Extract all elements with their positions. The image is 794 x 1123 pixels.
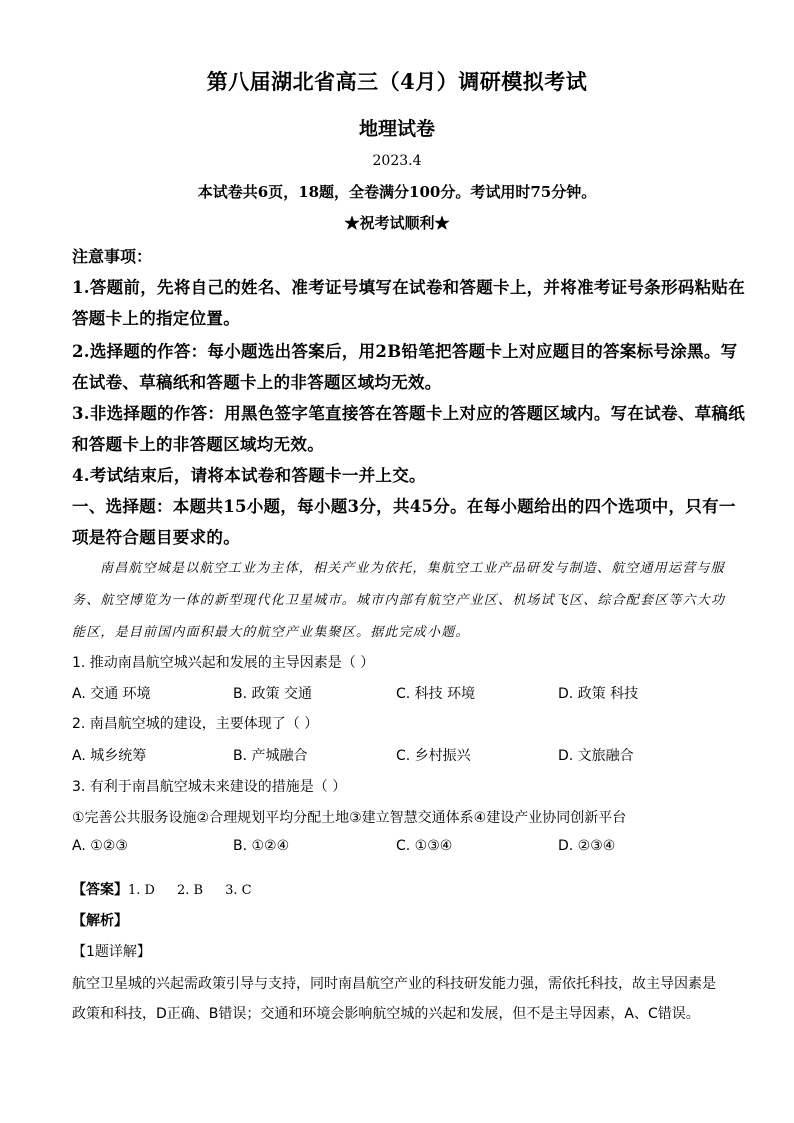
- passage-line-2: 务、航空博览为一体的新型现代化卫星城市。城市内部有航空产业区、机场试飞区、综合配套区等六大功: [72, 593, 726, 608]
- question-1-stem: 1. 推动南昌航空城兴起和发展的主导因素是（ ）: [72, 655, 375, 671]
- question-3-option-c[interactable]: C. ①③④: [396, 838, 453, 854]
- subject-title: 地理试卷: [358, 118, 435, 140]
- question-1-option-d[interactable]: D. 政策 科技: [558, 686, 639, 702]
- question-3-statements: ①完善公共服务设施②合理规划平均分配土地③建立智慧交通体系④建设产业协同创新平台: [72, 810, 627, 826]
- section-heading-line-1: 一、选择题：本题共15小题，每小题3分，共45分。在每小题给出的四个选项中，只有一: [72, 497, 736, 516]
- good-luck-banner: ★祝考试顺利★: [344, 214, 450, 232]
- question-3-option-a[interactable]: A. ①②③: [72, 838, 128, 854]
- question-1-detail-tag: 【1题详解】: [72, 944, 151, 960]
- question-3-option-d[interactable]: D. ②③④: [558, 838, 616, 854]
- question-3-option-b[interactable]: B. ①②④: [233, 838, 290, 854]
- section-heading-line-2: 项是符合题目要求的。: [72, 528, 240, 547]
- question-1-option-a[interactable]: A. 交通 环境: [72, 686, 151, 702]
- analysis-line-1: 航空卫星城的兴起需政策引导与支持，同时南昌航空产业的科技研发能力强，需依托科技，故主导因素是: [72, 976, 716, 992]
- notice-line-7: 4.考试结束后，请将本试卷和答题卡一并上交。: [72, 466, 426, 485]
- question-2-option-d[interactable]: D. 文旅融合: [558, 748, 634, 764]
- question-2-option-b[interactable]: B. 产城融合: [233, 748, 308, 764]
- notice-line-4: 在试卷、草稿纸和答题卡上的非答题区域均无效。: [72, 373, 442, 392]
- passage-line-3: 能区，是目前国内面积最大的航空产业集聚区。据此完成小题。: [72, 625, 470, 640]
- analysis-line-2: 政策和科技，D正确、B错误；交通和环境会影响航空城的兴起和发展，但不是主导因素，A、C错误。: [72, 1006, 700, 1022]
- question-2-option-a[interactable]: A. 城乡统筹: [72, 748, 147, 764]
- analysis-tag: 【解析】: [72, 913, 128, 929]
- answer-3: 3. C: [225, 883, 252, 898]
- notice-line-5: 3.非选择题的作答：用黑色签字笔直接答在答题卡上对应的答题区域内。写在试卷、草稿纸: [72, 404, 746, 423]
- answer-line: [72, 879, 722, 899]
- question-1-option-b[interactable]: B. 政策 交通: [233, 686, 312, 702]
- notice-line-2: 答题卡上的指定位置。: [72, 309, 240, 328]
- notice-line-6: 和答题卡上的非答题区域均无效。: [72, 435, 324, 454]
- exam-date: 2023.4: [372, 153, 422, 169]
- notice-line-1: 1.答题前，先将自己的姓名、准考证号填写在试卷和答题卡上，并将准考证号条形码粘贴在: [72, 278, 746, 297]
- exam-title: 第八届湖北省高三（4月）调研模拟考试: [206, 69, 588, 94]
- question-2-stem: 2. 南昌航空城的建设，主要体现了（ ）: [72, 716, 319, 732]
- notice-line-3: 2.选择题的作答：每小题选出答案后，用2B铅笔把答题卡上对应题目的答案标号涂黑。写: [72, 342, 738, 361]
- notice-heading: 注意事项：: [72, 247, 153, 266]
- answer-tag: 【答案】: [72, 882, 128, 898]
- answer-1: 1. D: [128, 883, 155, 898]
- question-1-option-c[interactable]: C. 科技 环境: [396, 686, 476, 702]
- question-2-option-c[interactable]: C. 乡村振兴: [396, 748, 471, 764]
- answer-2: 2. B: [176, 883, 204, 898]
- passage-line-1: 南昌航空城是以航空工业为主体，相关产业为依托，集航空工业产品研发与制造、航空通用运营与服: [100, 561, 725, 576]
- exam-intro: 本试卷共6页，18题，全卷满分100分。考试用时75分钟。: [197, 183, 597, 201]
- question-3-stem: 3. 有利于南昌航空城未来建设的措施是（ ）: [72, 779, 347, 795]
